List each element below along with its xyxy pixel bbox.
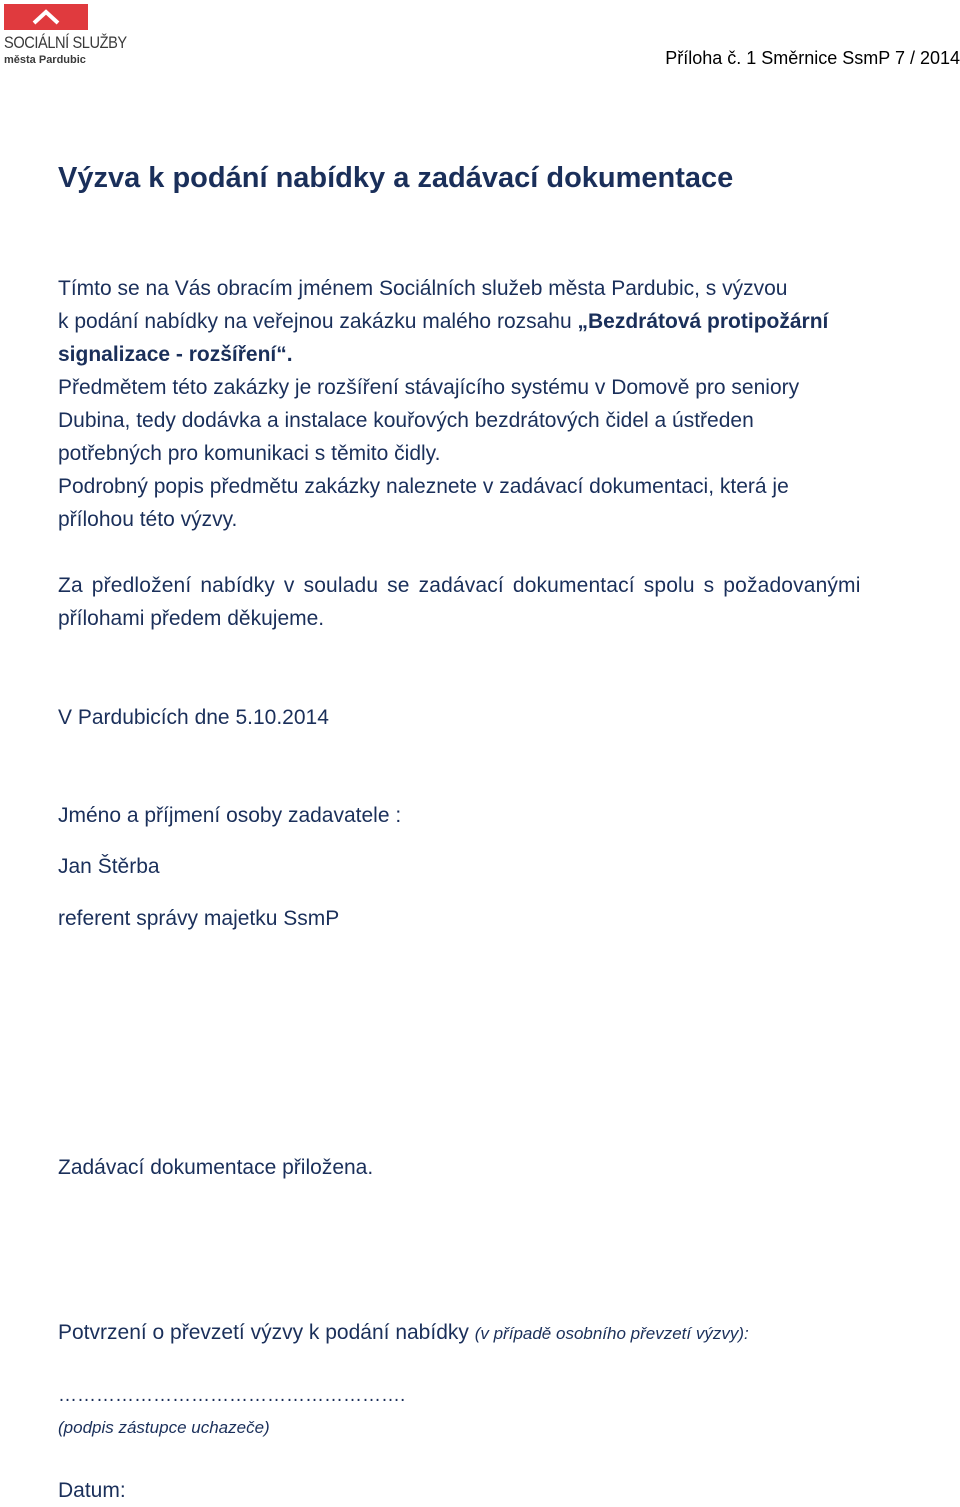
subject-line-1: Předmětem této zakázky je rozšíření stávajícího systému v Domově pro seniory <box>58 376 800 399</box>
place-and-date: V Pardubicích dne 5.10.2014 <box>58 706 329 729</box>
contract-name-part-1: „Bezdrátová protipožární <box>577 310 829 333</box>
logo-roof-icon <box>4 4 88 30</box>
confirmation-line <box>58 1316 749 1350</box>
confirmation-label: Potvrzení o převzetí výzvy k podání nabídky <box>58 1321 475 1344</box>
intro-line-1: Tímto se na Vás obracím jménem Sociálních služeb města Pardubic, s výzvou <box>58 277 788 300</box>
subject-paragraph <box>58 371 799 470</box>
logo-text-main: SOCIÁLNÍ SLUŽBY <box>4 33 127 52</box>
confirmation-note: (v případě osobního převzetí výzvy): <box>474 1324 749 1343</box>
contact-position: referent správy majetku SsmP <box>58 907 340 930</box>
intro-line-2 <box>58 305 828 338</box>
subject-line-3: potřebných pro komunikaci s těmito čidly. <box>58 442 441 465</box>
thanks-paragraph <box>58 569 958 635</box>
signature-label: (podpis zástupce uchazeče) <box>58 1418 270 1437</box>
contract-name-part-2: signalizace - rozšíření“. <box>58 343 293 366</box>
page-title: Výzva k podání nabídky a zadávací dokumentace <box>58 162 734 194</box>
thanks-line-2: přílohami předem děkujeme. <box>58 607 325 630</box>
subject-line-2: Dubina, tedy dodávka a instalace kouřových bezdrátových čidel a ústředen <box>58 409 754 432</box>
attachment-note: Zadávací dokumentace přiložena. <box>58 1156 374 1179</box>
document-reference <box>665 48 960 69</box>
date-label: Datum: <box>58 1479 126 1502</box>
signature-dots: ………………………………………………. <box>58 1385 406 1406</box>
logo-text-sub: města Pardubic <box>4 54 86 66</box>
document-reference-text: Příloha č. 1 Směrnice SsmP 7 / 2014 <box>665 48 960 68</box>
details-line-2: přílohou této výzvy. <box>58 508 238 531</box>
details-line-1: Podrobný popis předmětu zakázky naleznete v zadávací dokumentaci, která je <box>58 475 789 498</box>
details-paragraph <box>58 470 789 536</box>
intro-paragraph <box>58 272 828 371</box>
organization-logo <box>4 4 127 68</box>
intro-line-2-text: k podání nabídky na veřejnou zakázku malého rozsahu <box>58 310 578 333</box>
contact-label: Jméno a příjmení osoby zadavatele : <box>58 804 402 827</box>
contact-name: Jan Štěrba <box>58 855 160 878</box>
thanks-line-1: Za předložení nabídky v souladu se zadávací dokumentací spolu s požadovanými <box>58 574 861 597</box>
